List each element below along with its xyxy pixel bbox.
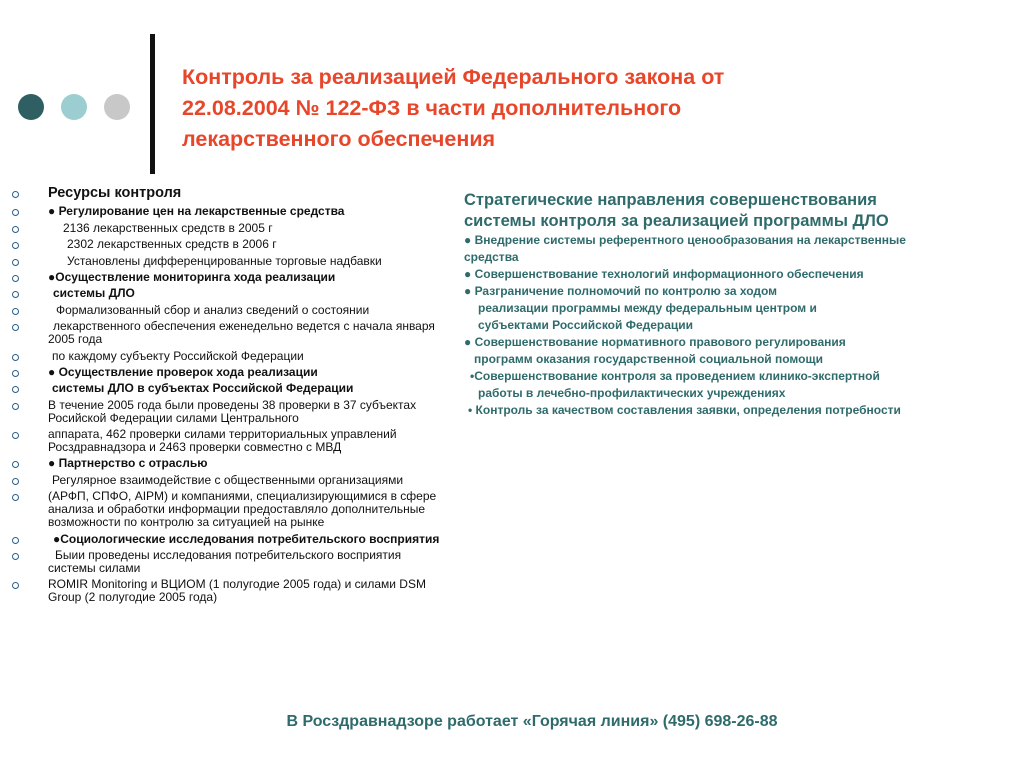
list-item-text: Установлены дифференцированные торговые надбавки [67, 253, 382, 268]
strategic-heading-line-1: Стратегические направления совершенствования [464, 191, 877, 209]
list-item [10, 271, 440, 284]
strategic-line: реализации программы между федеральным центром и [478, 301, 817, 315]
list-item-text: ROMIR Monitoring и ВЦИОМ (1 полугодие 2005 года) и силами DSM Group (2 полугодие 2005 года) [48, 577, 426, 605]
list-item [10, 428, 440, 454]
hotline-footer: В Росздравнадзоре работает «Горячая линия» (495) 698-26-88 [286, 713, 778, 730]
list-item [10, 185, 440, 202]
dot-gray-icon [104, 94, 130, 120]
circle-bullet-icon [12, 291, 19, 298]
control-resources-list [10, 185, 440, 608]
title-line-3: лекарственного обеспечения [182, 127, 496, 151]
circle-bullet-icon [12, 461, 19, 468]
circle-bullet-icon [12, 324, 19, 331]
list-item-text: В течение 2005 года были проведены 38 проверки в 37 субъектах Росийской Федерации силами Центрального [48, 397, 417, 425]
circle-bullet-icon [12, 308, 19, 315]
dot-dark-icon [18, 94, 44, 120]
strategic-line: средства [464, 250, 519, 264]
list-item [10, 287, 440, 300]
strategic-line: •Совершенствование контроля за проведением клинико-экспертной [470, 369, 880, 383]
circle-bullet-icon [12, 354, 19, 361]
strategic-line: ● Внедрение системы референтного ценообразования на лекарственные [464, 233, 906, 247]
list-item-text: системы ДЛО в субъектах Российской Федерации [52, 381, 354, 396]
list-item-text: системы ДЛО [53, 286, 135, 301]
list-item [10, 490, 440, 529]
list-item [10, 350, 440, 363]
strategic-line: ● Совершенствование технологий информационного обеспечения [464, 267, 864, 281]
list-item [10, 457, 440, 470]
title-divider [150, 34, 155, 174]
title-line-2: 22.08.2004 № 122-ФЗ в части дополнительного [182, 96, 682, 120]
list-item-text: лекарственного обеспечения еженедельно ведется с начала января 2005 года [48, 319, 435, 347]
list-item [10, 474, 440, 487]
circle-bullet-icon [12, 370, 19, 377]
list-item-text: ●Социологические исследования потребительского восприятия [53, 531, 440, 546]
list-item-text: 2302 лекарственных средств в 2006 г [67, 237, 277, 252]
page-title [182, 62, 1002, 155]
list-item [10, 205, 440, 218]
list-item-text: Быии проведены исследования потребительского восприятия системы силами [48, 548, 402, 576]
circle-bullet-icon [12, 226, 19, 233]
list-item [10, 238, 440, 251]
list-item-text: аппарата, 462 проверки силами территориальных управлений Росздравнадзора и 2463 проверки совместно с МВД [48, 427, 397, 455]
strategic-line: субъектами Российской Федерации [478, 318, 694, 332]
circle-bullet-icon [12, 403, 19, 410]
strategic-line: ● Разграничение полномочий по контролю за ходом [464, 284, 778, 298]
list-item-text: по каждому субъекту Российской Федерации [52, 348, 304, 363]
strategic-directions [464, 190, 1004, 419]
circle-bullet-icon [12, 537, 19, 544]
list-item [10, 549, 440, 575]
list-item-text: ● Партнерство с отраслью [48, 456, 208, 471]
list-item-text: ●Осуществление мониторинга хода реализации [48, 269, 336, 284]
list-item-text: ● Осуществление проверок хода реализации [48, 364, 318, 379]
list-item-text: ● Регулирование цен на лекарственные средства [48, 204, 345, 219]
dot-teal-icon [61, 94, 87, 120]
strategic-line: работы в лечебно-профилактических учреждениях [478, 386, 786, 400]
strategic-heading-line-2: системы контроля за реализацией программы ДЛО [464, 212, 889, 230]
list-item [10, 399, 440, 425]
circle-bullet-icon [12, 432, 19, 439]
circle-bullet-icon [12, 582, 19, 589]
list-item [10, 533, 440, 546]
list-item-text: Формализованный сбор и анализ сведений о состоянии [56, 302, 370, 317]
circle-bullet-icon [12, 478, 19, 485]
list-item [10, 320, 440, 346]
circle-bullet-icon [12, 259, 19, 266]
list-item-text: 2136 лекарственных средств в 2005 г [63, 220, 273, 235]
strategic-line: программ оказания государственной социальной помощи [474, 352, 823, 366]
circle-bullet-icon [12, 209, 19, 216]
list-item [10, 382, 440, 395]
list-item-text: Регулярное взаимодействие с общественными организациями [52, 472, 404, 487]
circle-bullet-icon [12, 191, 19, 198]
list-item [10, 304, 440, 317]
list-item-text: (АРФП, СПФО, AIPM) и компаниями, специализирующимися в сфере анализа и обработки информации предоставляло дополнительные возможности по контролю за ситуацией на рынке [48, 489, 437, 530]
strategic-line: • Контроль за качеством составления заявки, определения потребности [468, 403, 901, 417]
circle-bullet-icon [12, 553, 19, 560]
list-item [10, 578, 440, 604]
circle-bullet-icon [12, 494, 19, 501]
title-line-1: Контроль за реализацией Федерального закона от [182, 65, 725, 89]
circle-bullet-icon [12, 386, 19, 393]
circle-bullet-icon [12, 275, 19, 282]
list-item [10, 366, 440, 379]
list-item-text: Ресурсы контроля [48, 185, 182, 201]
list-item [10, 255, 440, 268]
circle-bullet-icon [12, 242, 19, 249]
strategic-line: ● Совершенствование нормативного правового регулирования [464, 335, 846, 349]
list-item [10, 222, 440, 235]
